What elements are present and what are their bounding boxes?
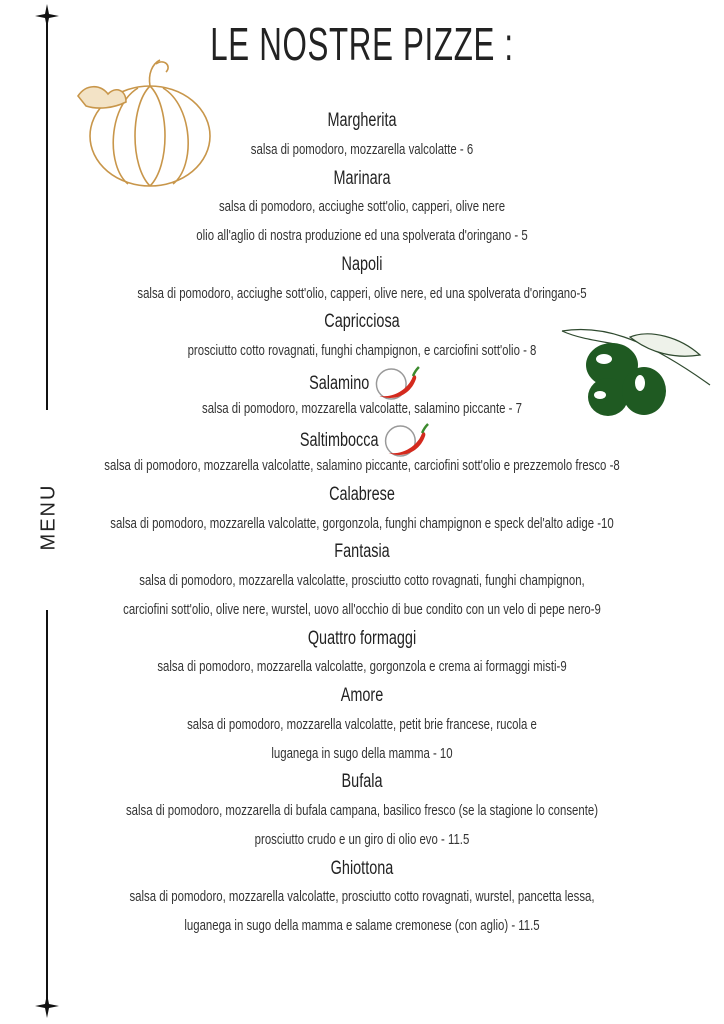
pizza-name [87, 768, 637, 797]
pizza-description: salsa di pomodoro, acciughe sott'olio, capperi, olive nere, ed una spolverata d'oringano-5 [137, 284, 587, 302]
pizza-description: salsa di pomodoro, mozzarella valcolatte, prosciutto cotto rovagnati, wurstel, pancetta lessa, [129, 888, 595, 906]
star-ornament-icon [35, 994, 59, 1018]
pizza-list [0, 107, 724, 941]
pizza-description: prosciutto cotto rovagnati, funghi champignon, e carciofini sott'olio - 8 [187, 342, 537, 359]
pizza-description: luganega in sugo della mamma e salame cremonese (con aglio) - 11.5 [184, 917, 540, 934]
pizza-description: salsa di pomodoro, mozzarella valcolatte - 6 [250, 140, 474, 158]
pizza-name-text: Saltimbocca [299, 430, 379, 452]
pizza-description: salsa di pomodoro, mozzarella valcolatte, gorgonzola e crema ai formaggi misti-9 [157, 658, 567, 676]
pizza-name [87, 481, 637, 510]
pizza-name-text: Ghiottona [330, 857, 394, 879]
pizza-name-text: Salamino [309, 372, 370, 394]
pizza-description: salsa di pomodoro, mozzarella valcolatte, salamino piccante, carciofini sott'olio e prezzemolo fresco -8 [104, 457, 620, 474]
pizza-description: salsa di pomodoro, mozzarella valcolatte, prosciutto cotto rovagnati, funghi champignon, [139, 572, 585, 589]
pizza-name-text: Fantasia [334, 541, 390, 563]
pizza-name-text: Bufala [341, 771, 383, 793]
pizza-name [87, 107, 637, 136]
pizza-name-text: Margherita [327, 110, 397, 131]
side-menu-label: MENU [37, 483, 60, 551]
pizza-name [87, 251, 637, 280]
pizza-description: olio all'aglio di nostra produzione ed una spolverata d'oringano - 5 [196, 227, 528, 244]
page-title: LE NOSTRE PIZZE : [210, 18, 514, 70]
pizza-name [87, 855, 637, 884]
pizza-name-text: Capricciosa [324, 311, 400, 333]
pizza-name [87, 625, 637, 654]
pizza-description: salsa di pomodoro, mozzarella valcolatte, petit brie francese, rucola e [187, 715, 537, 733]
star-ornament-icon [35, 4, 59, 28]
pizza-name-text: Calabrese [329, 483, 395, 505]
pizza-name [87, 682, 637, 711]
pizza-name-text: Quattro formaggi [307, 627, 417, 649]
pizza-description: salsa di pomodoro, mozzarella di bufala campana, basilico fresco (se la stagione lo consente) [125, 802, 599, 819]
pizza-name-text: Napoli [341, 253, 383, 275]
pizza-name [87, 538, 637, 567]
pizza-description: salsa di pomodoro, acciughe sott'olio, capperi, olive nere [218, 198, 506, 216]
pizza-description: salsa di pomodoro, mozzarella valcolatte, salamino piccante - 7 [201, 399, 522, 417]
pizza-name-text: Amore [340, 685, 384, 706]
pizza-name [87, 423, 637, 452]
pizza-description: salsa di pomodoro, mozzarella valcolatte, gorgonzola, funghi champignon e speck del'alto adige -10 [110, 514, 614, 532]
pizza-name [87, 366, 637, 395]
pizza-description: luganega in sugo della mamma - 10 [271, 744, 453, 762]
pizza-description: carciofini sott'olio, olive nere, wurstel, uovo all'occhio di bue condito con un velo di pepe nero-9 [123, 600, 601, 618]
pizza-name [87, 165, 637, 194]
pizza-description: prosciutto crudo e un giro di olio evo - 11.5 [254, 830, 470, 848]
pizza-name-text: Marinara [333, 167, 391, 189]
pizza-name [87, 308, 637, 337]
